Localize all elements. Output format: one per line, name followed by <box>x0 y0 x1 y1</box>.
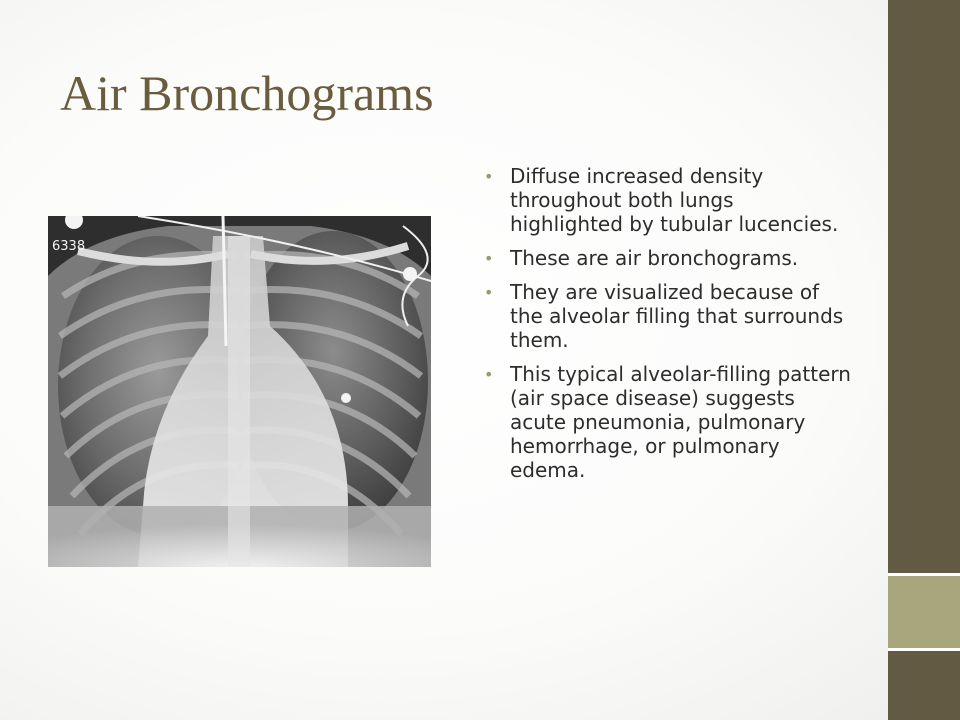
slide-title: Air Bronchograms <box>60 65 434 121</box>
bullet-icon: • <box>484 283 494 302</box>
bullet-list <box>484 164 852 492</box>
bullet-icon: • <box>484 365 494 384</box>
bullet-icon: • <box>484 249 494 268</box>
chest-xray-illustration <box>48 216 431 567</box>
bullet-icon: • <box>484 167 494 186</box>
bullet-item <box>484 246 852 270</box>
bullet-text: These are air bronchograms. <box>510 246 799 270</box>
chest-xray-image <box>48 216 431 567</box>
sidebar-divider <box>888 648 960 651</box>
bullet-text: Diffuse increased density throughout both lungs highlighted by tubular lucencies. <box>510 164 839 236</box>
bullet-item <box>484 164 852 236</box>
bullet-item <box>484 280 852 352</box>
bullet-item <box>484 362 852 482</box>
decorative-sidebar-accent <box>888 576 960 648</box>
xray-marking: 6338 <box>52 239 86 254</box>
bullet-text: They are visualized because of the alveolar filling that surrounds them. <box>510 280 844 352</box>
bullet-text: This typical alveolar-filling pattern (air space disease) suggests acute pneumonia, pulmonary hemorrhage, or pulmonary edema. <box>510 362 851 482</box>
